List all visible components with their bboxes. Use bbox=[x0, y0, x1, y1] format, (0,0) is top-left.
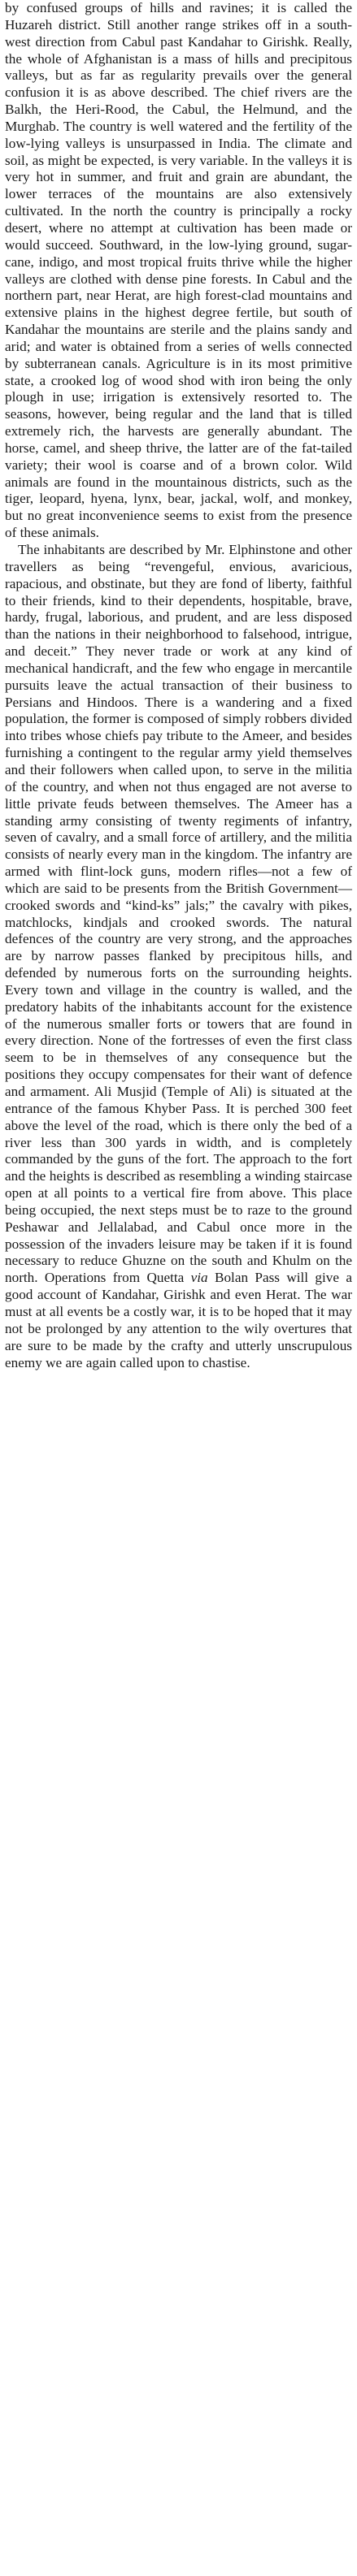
paragraph-text: The inhabitants are described by Mr. Elphinstone and other travellers as being “revengeful, envious, avaricious, rapacious, and obstinate, but they are fond of liberty, faithful to their friends, kind to their dependents, hospitable, brave, hardy, frugal, laborious, and prudent, and are less disposed than the nations in their neighborhood to falsehood, intrigue, and deceit.” They never trade or work at any kind of mechanical handicraft, and the few who engage in mercantile pursuits leave the actual transaction of their business to Persians and Hindoos. There is a wandering and a fixed population, the former is composed of simply robbers divided into tribes whose chiefs pay tribute to the Ameer, and besides furnishing a contingent to the regular army yield themselves and their followers when called upon, to serve in the militia of the country, and when not thus engaged are not averse to little private feuds between themselves. The Ameer has a standing army consisting of twenty regiments of infantry, seven of cavalry, and a small force of artillery, and the militia consists of nearly every man in the kingdom. The infantry are armed with flint-lock guns, modern rifles—not a few of which are said to be presents from the British Government—crooked swords and “kind-ks” jals;” the cavalry with pikes, matchlocks, kindjals and crooked swords. The natural defences of the country are very strong, and the approaches are by narrow passes flanked by precipitous hills, and defended by numerous forts on the surrounding heights. Every town and village in the country is walled, and the predatory habits of the inhabitants account for the existence of the numerous smaller forts or towers that are found in every direction. None of the fortresses of even the first class seem to be in themselves of any consequence but the positions they occupy compensates for their want of defence and armament. Ali Musjid (Temple of Ali) is situated at the entrance of the famous Khyber Pass. It is perched 300 feet above the level of the road, which is there only the bed of a river less than 300 yards in width, and is completely commanded by the guns of the fort. The approach to the fort and the heights is described as resembling a winding staircase open at all points to a vertical fire from above. This place being occupied, the next steps must be to raze to the ground Peshawar and Jellalabad, and Cabul once more in the possession of the invaders leisure may be taken if it is found necessary to reduce Ghuzne on the south and Khulm on the north. Operations from Quetta bbox=[5, 542, 352, 1286]
article-paragraph-geography bbox=[5, 0, 352, 542]
article-paragraph-inhabitants bbox=[5, 542, 352, 1371]
italic-word-via: via bbox=[190, 1270, 208, 1286]
paragraph-text: Bolan Pass will give a good account of Kandahar, Girishk and even Herat. The war must at all events be a costly war, it is to be hoped that it may not be prolonged by any attention to the wily overtures that are sure to be made by the crafty and utterly unscrupulous enemy we are again called upon to chastise. bbox=[5, 1270, 352, 1370]
article-column bbox=[5, 0, 352, 1371]
paragraph-text: by confused groups of hills and ravines; it is called the Huzareh district. Still another range strikes off in a south-west direction from Cabul past Kandahar to Girishk. Really, the whole of Afghanistan is a mass of hills and precipitous valleys, but as far as regularity prevails over the general confusion it is as above described. The chief rivers are the Balkh, the Heri-Rood, the Cabul, the Helmund, and the Murghab. The country is well watered and the fertility of the low-lying valleys is unsurpassed in India. The climate and soil, as might be expected, is very variable. In the valleys it is very hot in summer, and fruit and grain are abundant, the lower terraces of the mountains are also extensively cultivated. In the north the country is principally a rocky desert, where no attempt at cultivation has been made or would succeed. Southward, in the low-lying ground, sugar-cane, indigo, and most tropical fruits thrive while the higher valleys are clothed with dense pine forests. In Cabul and the northern part, near Herat, are high forest-clad mountains and extensive plains in the highest degree fertile, but south of Kandahar the mountains are sterile and the plains sandy and arid; and water is obtained from a series of wells connected by subterranean canals. Agriculture is in its most primitive state, a crooked log of wood shod with iron being the only plough in use; irrigation is extensively resorted to. The seasons, however, being regular and the land that is tilled extremely rich, the harvests are generally abundant. The horse, camel, and sheep thrive, the latter are of the fat-tailed variety; their wool is coarse and of a brown color. Wild animals are found in the mountainous districts, such as the tiger, leopard, hyena, lynx, bear, jackal, wolf, and monkey, but no great inconvenience seems to exist from the presence of these animals. bbox=[5, 0, 352, 541]
